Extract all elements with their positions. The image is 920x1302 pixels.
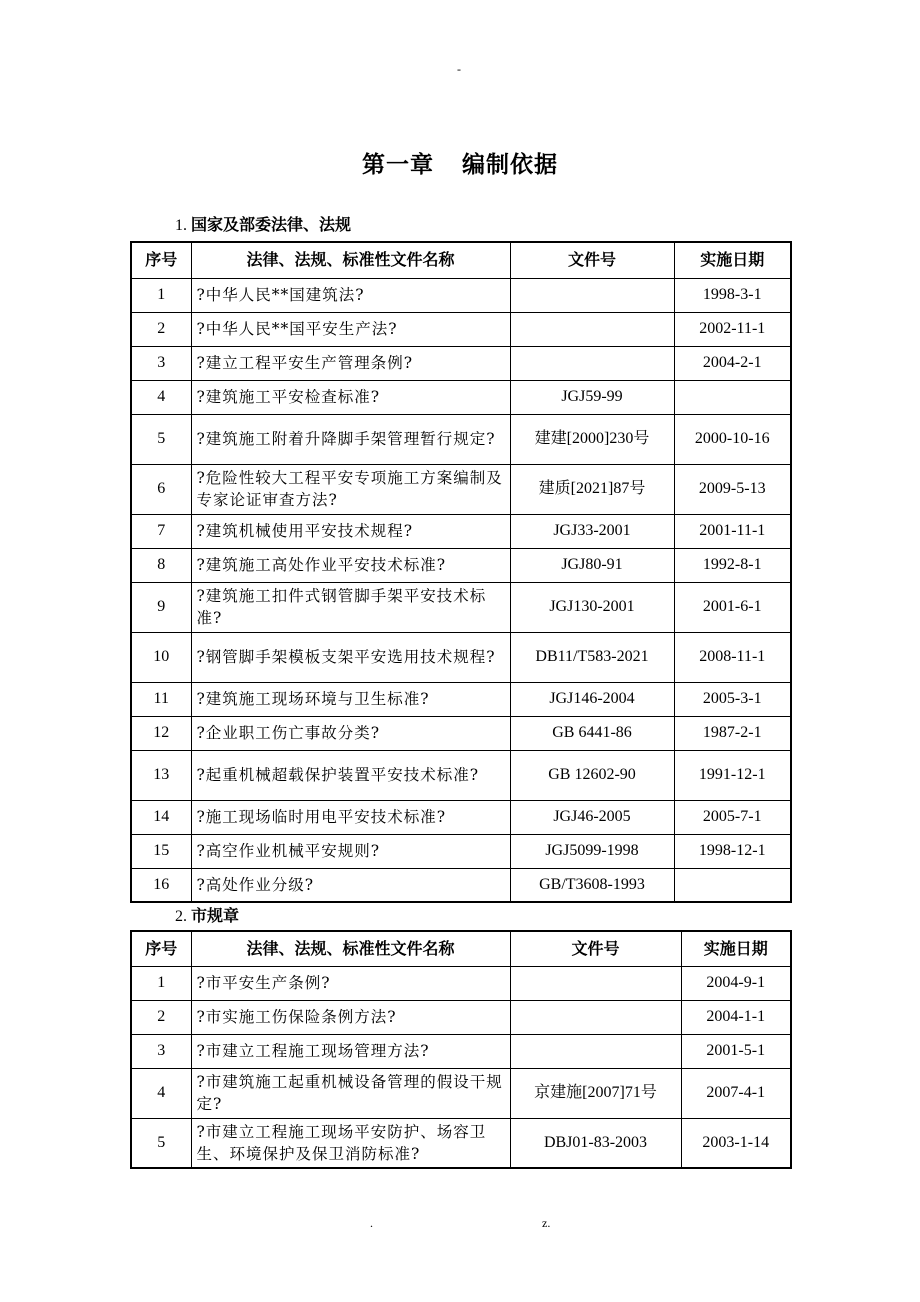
row-document-code: [510, 312, 674, 346]
table-header-row: [131, 931, 791, 966]
row-document-name: ?危险性较大工程平安专项施工方案编制及专家论证审查方法?: [191, 464, 510, 514]
national-laws-table: [130, 241, 792, 903]
chapter-title: [0, 146, 920, 179]
row-index: 3: [131, 346, 191, 380]
row-document-name: ?市实施工伤保险条例方法?: [191, 1000, 510, 1034]
row-document-name: ?建筑施工现场环境与卫生标准?: [191, 682, 510, 716]
row-effective-date: 1991-12-1: [674, 750, 791, 800]
table-row: [131, 834, 791, 868]
row-effective-date: 2009-5-13: [674, 464, 791, 514]
row-effective-date: 2007-4-1: [681, 1068, 791, 1118]
header-date: 实施日期: [681, 931, 791, 966]
section-title: 市规章: [191, 906, 240, 925]
row-index: 1: [131, 278, 191, 312]
row-document-name: ?市建立工程施工现场管理方法?: [191, 1034, 510, 1068]
row-effective-date: [674, 380, 791, 414]
table-row: [131, 312, 791, 346]
row-index: 13: [131, 750, 191, 800]
row-index: 15: [131, 834, 191, 868]
table-row: [131, 750, 791, 800]
header-name: 法律、法规、标准性文件名称: [191, 242, 510, 278]
row-document-code: GB/T3608-1993: [510, 868, 674, 902]
row-document-code: DB11/T583-2021: [510, 632, 674, 682]
table-row: [131, 1000, 791, 1034]
row-index: 6: [131, 464, 191, 514]
header-date: 实施日期: [674, 242, 791, 278]
table-row: [131, 346, 791, 380]
row-effective-date: 2004-2-1: [674, 346, 791, 380]
row-document-name: ?中华人民**国建筑法?: [191, 278, 510, 312]
header-name: 法律、法规、标准性文件名称: [191, 931, 510, 966]
row-index: 14: [131, 800, 191, 834]
section-title: 国家及部委法律、法规: [191, 215, 352, 234]
city-regulations-table: [130, 930, 792, 1169]
row-document-name: ?施工现场临时用电平安技术标准?: [191, 800, 510, 834]
table-row: [131, 800, 791, 834]
row-document-code: JGJ46-2005: [510, 800, 674, 834]
row-index: 4: [131, 380, 191, 414]
row-document-name: ?市建筑施工起重机械设备管理的假设干规定?: [191, 1068, 510, 1118]
table-header-row: [131, 242, 791, 278]
row-index: 4: [131, 1068, 191, 1118]
table-row: [131, 380, 791, 414]
footer-right-mark: z.: [542, 1216, 551, 1230]
row-effective-date: 2001-11-1: [674, 514, 791, 548]
row-document-name: ?市建立工程施工现场平安防护、场容卫生、环境保护及保卫消防标准?: [191, 1118, 510, 1168]
table-row: [131, 966, 791, 1000]
table-row: [131, 632, 791, 682]
header-index: 序号: [131, 242, 191, 278]
row-index: 16: [131, 868, 191, 902]
row-document-code: 建质[2021]87号: [510, 464, 674, 514]
row-document-code: GB 12602-90: [510, 750, 674, 800]
row-document-code: [510, 346, 674, 380]
section-heading-national: [175, 212, 351, 235]
row-effective-date: 2008-11-1: [674, 632, 791, 682]
row-index: 12: [131, 716, 191, 750]
row-document-name: ?市平安生产条例?: [191, 966, 510, 1000]
row-document-code: [510, 966, 681, 1000]
row-index: 3: [131, 1034, 191, 1068]
row-document-code: JGJ80-91: [510, 548, 674, 582]
row-effective-date: 2001-6-1: [674, 582, 791, 632]
row-document-code: 建建[2000]230号: [510, 414, 674, 464]
table-row: [131, 548, 791, 582]
table-row: [131, 716, 791, 750]
table-row: [131, 582, 791, 632]
row-document-name: ?建筑施工附着升降脚手架管理暂行规定?: [191, 414, 510, 464]
row-document-code: GB 6441-86: [510, 716, 674, 750]
page-top-mark: -: [457, 62, 461, 76]
row-document-name: ?中华人民**国平安生产法?: [191, 312, 510, 346]
table-row: [131, 414, 791, 464]
table-row: [131, 1034, 791, 1068]
chapter-name: 编制依据: [462, 152, 558, 178]
footer-left-mark: .: [370, 1216, 373, 1230]
row-effective-date: 2005-3-1: [674, 682, 791, 716]
row-document-code: DBJ01-83-2003: [510, 1118, 681, 1168]
row-index: 5: [131, 1118, 191, 1168]
table-row: [131, 464, 791, 514]
row-index: 1: [131, 966, 191, 1000]
row-index: 5: [131, 414, 191, 464]
row-document-name: ?建筑施工平安检查标准?: [191, 380, 510, 414]
row-document-name: ?钢管脚手架模板支架平安选用技术规程?: [191, 632, 510, 682]
row-document-code: JGJ59-99: [510, 380, 674, 414]
row-document-name: ?建筑施工高处作业平安技术标准?: [191, 548, 510, 582]
row-document-name: ?建筑施工扣件式钢管脚手架平安技术标准?: [191, 582, 510, 632]
row-effective-date: 2002-11-1: [674, 312, 791, 346]
row-effective-date: 1998-12-1: [674, 834, 791, 868]
row-document-code: JGJ146-2004: [510, 682, 674, 716]
section-heading-city: [175, 903, 239, 926]
row-document-code: 京建施[2007]71号: [510, 1068, 681, 1118]
chapter-number: 第一章: [362, 152, 434, 178]
row-effective-date: 2003-1-14: [681, 1118, 791, 1168]
row-effective-date: [674, 868, 791, 902]
row-document-code: JGJ130-2001: [510, 582, 674, 632]
table-row: [131, 514, 791, 548]
row-index: 7: [131, 514, 191, 548]
row-index: 8: [131, 548, 191, 582]
table-row: [131, 868, 791, 902]
row-index: 2: [131, 1000, 191, 1034]
header-code: 文件号: [510, 242, 674, 278]
header-code: 文件号: [510, 931, 681, 966]
header-index: 序号: [131, 931, 191, 966]
row-effective-date: 2000-10-16: [674, 414, 791, 464]
row-effective-date: 1992-8-1: [674, 548, 791, 582]
row-document-code: JGJ33-2001: [510, 514, 674, 548]
row-document-name: ?建立工程平安生产管理条例?: [191, 346, 510, 380]
table-row: [131, 1068, 791, 1118]
section-number: 1.: [175, 217, 187, 234]
row-document-code: [510, 1034, 681, 1068]
row-document-name: ?企业职工伤亡事故分类?: [191, 716, 510, 750]
row-effective-date: 2004-9-1: [681, 966, 791, 1000]
row-index: 2: [131, 312, 191, 346]
table-row: [131, 1118, 791, 1168]
row-effective-date: 2001-5-1: [681, 1034, 791, 1068]
table-row: [131, 682, 791, 716]
section-number: 2.: [175, 908, 187, 925]
row-document-name: ?建筑机械使用平安技术规程?: [191, 514, 510, 548]
row-document-code: JGJ5099-1998: [510, 834, 674, 868]
row-effective-date: 1987-2-1: [674, 716, 791, 750]
row-document-code: [510, 1000, 681, 1034]
row-document-name: ?高空作业机械平安规则?: [191, 834, 510, 868]
row-effective-date: 2004-1-1: [681, 1000, 791, 1034]
row-document-name: ?起重机械超载保护装置平安技术标准?: [191, 750, 510, 800]
row-effective-date: 1998-3-1: [674, 278, 791, 312]
table-row: [131, 278, 791, 312]
row-index: 9: [131, 582, 191, 632]
row-effective-date: 2005-7-1: [674, 800, 791, 834]
row-document-name: ?高处作业分级?: [191, 868, 510, 902]
row-document-code: [510, 278, 674, 312]
row-index: 11: [131, 682, 191, 716]
row-index: 10: [131, 632, 191, 682]
